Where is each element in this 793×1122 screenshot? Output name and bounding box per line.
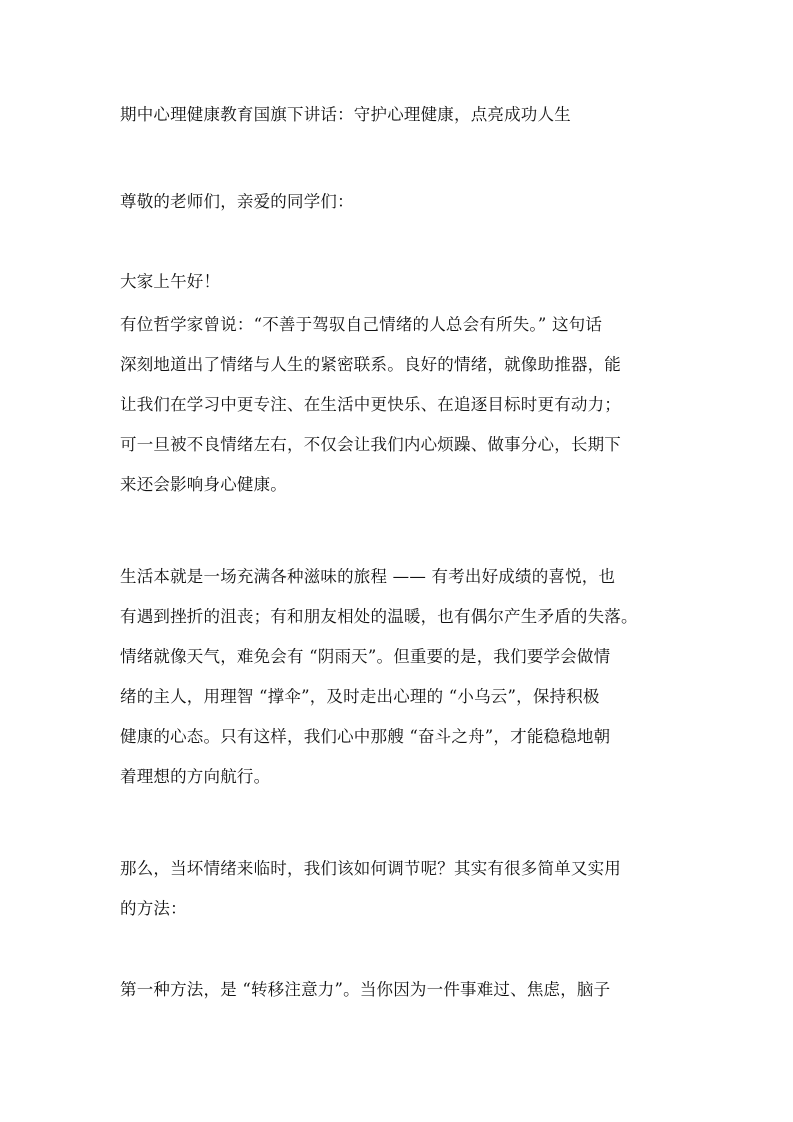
paragraph-line: 绪的主人，用理智 “撑伞”，及时走出心理的 “小乌云”，保持积极 bbox=[120, 687, 600, 706]
paragraph-line: 可一旦被不良情绪左右，不仅会让我们内心烦躁、做事分心，长期下 bbox=[120, 435, 621, 454]
paragraph-line: 来还会影响身心健康。 bbox=[120, 475, 287, 494]
paragraph-line: 生活本就是一场充满各种滋味的旅程 —— 有考出好成绩的喜悦，也 bbox=[120, 567, 616, 586]
paragraph-line: 让我们在学习中更专注、在生活中更快乐、在追逐目标时更有动力； bbox=[120, 395, 621, 414]
paragraph-line: 第一种方法，是 “转移注意力”。当你因为一件事难过、焦虑，脑子 bbox=[120, 980, 611, 999]
paragraph-line: 情绪就像天气，难免会有 “阴雨天”。但重要的是，我们要学会做情 bbox=[120, 647, 611, 666]
paragraph-line: 健康的心态。只有这样，我们心中那艘 “奋斗之舟”，才能稳稳地朝 bbox=[120, 727, 611, 746]
paragraph-line: 有位哲学家曾说：“不善于驾驭自己情绪的人总会有所失。” 这句话 bbox=[120, 315, 603, 334]
paragraph-line: 着理想的方向航行。 bbox=[120, 767, 271, 786]
salutation: 尊敬的老师们，亲爱的同学们： bbox=[120, 192, 354, 211]
paragraph-line: 的方法： bbox=[120, 899, 187, 918]
document-title: 期中心理健康教育国旗下讲话：守护心理健康，点亮成功人生 bbox=[120, 105, 571, 124]
paragraph-line: 那么，当坏情绪来临时，我们该如何调节呢？其实有很多简单又实用 bbox=[120, 859, 621, 878]
paragraph-line: 有遇到挫折的沮丧；有和朋友相处的温暖，也有偶尔产生矛盾的失落。 bbox=[120, 607, 638, 626]
paragraph-line: 深刻地道出了情绪与人生的紧密联系。良好的情绪，就像助推器，能 bbox=[120, 355, 621, 374]
greeting: 大家上午好！ bbox=[120, 272, 221, 291]
